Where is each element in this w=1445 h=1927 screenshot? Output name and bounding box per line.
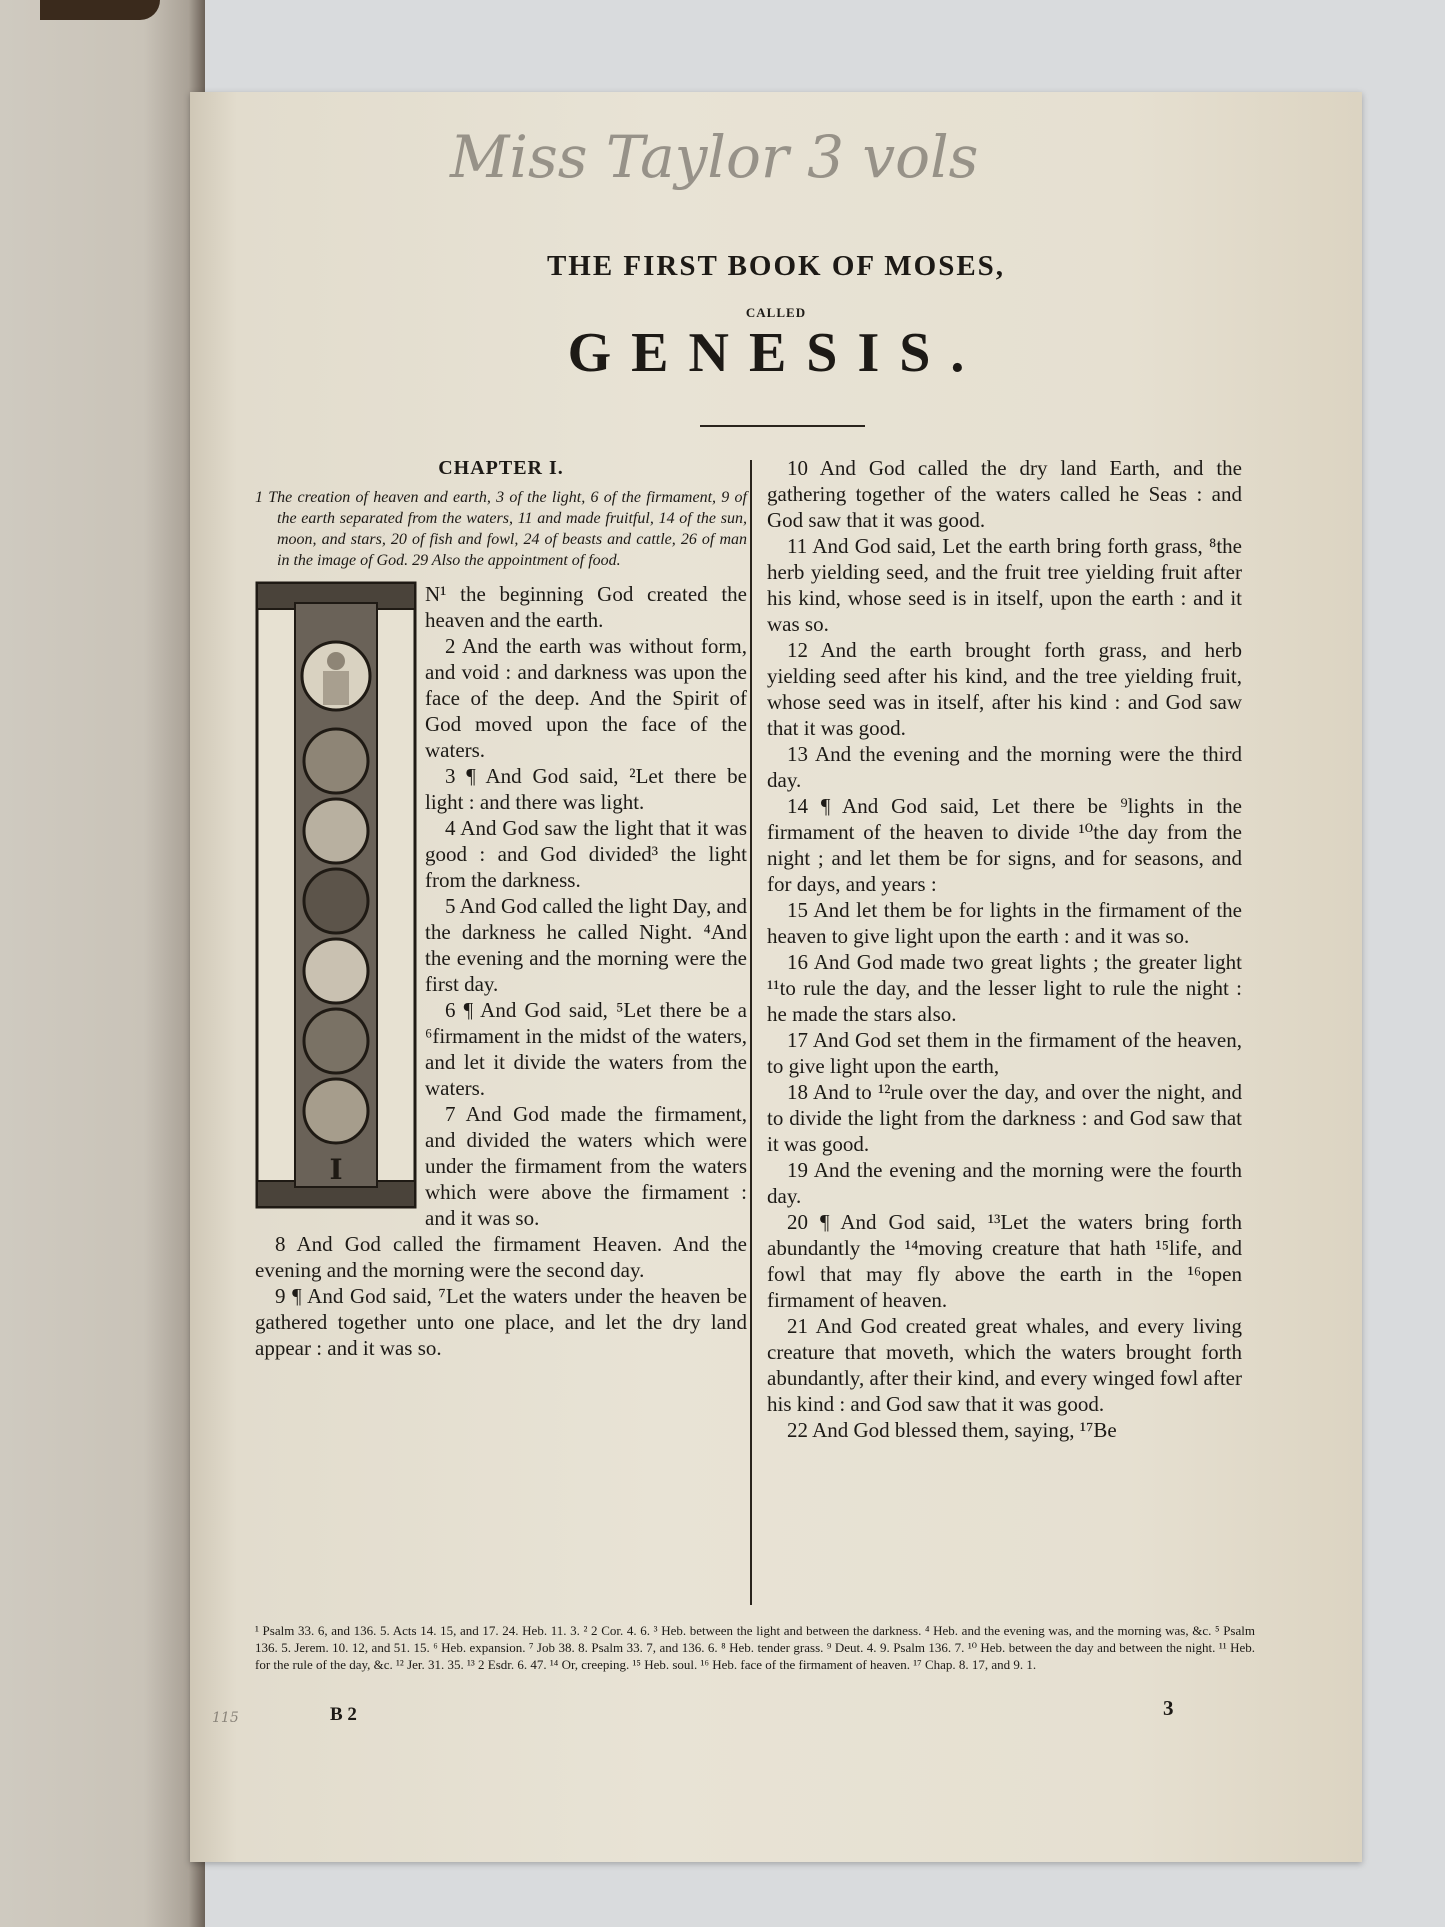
verse-1: N¹ the beginning God created the heaven and the earth.	[425, 582, 747, 632]
handwritten-note	[260, 102, 1220, 212]
verse-5: 5 And God called the light Day, and the darkness he called Night. ⁴And the evening and the morning were the first day.	[425, 894, 747, 996]
genesis-title: GENESIS.	[567, 322, 985, 384]
verse-10: 10 And God called the dry land Earth, and the gathering together of the waters called he Seas : and God saw that it was good.	[767, 456, 1242, 532]
verse-3: 3 ¶ And God said, ²Let there be light : and there was light.	[425, 764, 747, 814]
chapter-heading: CHAPTER I.	[438, 457, 564, 479]
column-rule	[750, 460, 752, 1605]
verse-6: 6 ¶ And God said, ⁵Let there be a ⁶firmament in the midst of the waters, and let it divide the waters from the waters.	[425, 998, 747, 1100]
verse-18: 18 And to ¹²rule over the day, and over the night, and to divide the light from the darkness : and God saw that it was good.	[767, 1080, 1242, 1156]
illuminated-initial	[255, 581, 417, 1209]
verse-9: 9 ¶ And God said, ⁷Let the waters under the heaven be gathered together unto one place, and let the dry land appear : and it was so.	[255, 1284, 747, 1360]
book-title: THE FIRST BOOK OF MOSES,	[546, 250, 1006, 282]
verse-4: 4 And God saw the light that it was good : and God divided³ the light from the darkness.	[425, 816, 747, 892]
verse-7: 7 And God made the firmament, and divided the waters which were under the firmament from the waters which were above the firmament : and it was so.	[425, 1102, 747, 1230]
verse-15: 15 And let them be for lights in the firmament of the heaven to give light upon the earth : and it was so.	[767, 898, 1242, 948]
verse-11: 11 And God said, Let the earth bring forth grass, ⁸the herb yielding seed, and the fruit tree yielding fruit after his kind, whose seed is in itself, upon the earth : and it was so.	[767, 534, 1242, 636]
chapter-summary: 1 The creation of heaven and earth, 3 of the light, 6 of the firmament, 9 of the earth separated from the waters, 11 and made fruitful, 14 of the sun, moon, and stars, 20 of fish and fowl, 24 of beasts and cattle, 26 of man in the image of God. 29 Also the appointment of food.	[255, 489, 747, 569]
pencil-mark	[210, 1705, 246, 1727]
left-column	[255, 455, 747, 1361]
verse-22: 22 And God blessed them, saying, ¹⁷Be	[787, 1418, 1117, 1442]
svg-text:Miss Taylor 3 vols: Miss Taylor 3 vols	[450, 123, 979, 191]
verse-19: 19 And the evening and the morning were the fourth day.	[767, 1158, 1242, 1208]
right-column	[767, 455, 1242, 1443]
title-block	[190, 250, 1362, 384]
signature-mark: B 2	[330, 1704, 357, 1725]
verse-13: 13 And the evening and the morning were the third day.	[767, 742, 1242, 792]
book-cover-left	[0, 0, 205, 1927]
title-rule	[700, 425, 865, 427]
verse-2: 2 And the earth was without form, and void : and darkness was upon the face of the deep. And the Spirit of God moved upon the face of the waters.	[425, 634, 747, 762]
page-number: 3	[1163, 1696, 1174, 1720]
verse-12: 12 And the earth brought forth grass, and herb yielding seed after his kind, and the tree yielding fruit, whose seed was in itself, after his kind : and God saw that it was good.	[767, 638, 1242, 740]
verse-21: 21 And God created great whales, and every living creature that moveth, which the waters brought forth abundantly, after their kind, and every winged fowl after his kind : and God saw that it was good.	[767, 1314, 1242, 1416]
verse-14: 14 ¶ And God said, Let there be ⁹lights in the firmament of the heaven to divide ¹⁰the day from the night ; and let them be for signs, and for seasons, and for days, and years :	[767, 794, 1242, 896]
called-label: CALLED	[745, 305, 807, 320]
footnotes: ¹ Psalm 33. 6, and 136. 5. Acts 14. 15, and 17. 24. Heb. 11. 3. ² 2 Cor. 4. 6. ³ Heb. between the light and between the darkness. ⁴ Heb. and the evening was, and the morning was, &c. ⁵ Psalm 136. 5. Jerem. 10. 12, and 51. 15. ⁶ Heb. expansion. ⁷ Job 38. 8. Psalm 33. 7, and 136. 6. ⁸ Heb. tender grass. ⁹ Deut. 4. 9. Psalm 136. 7. ¹⁰ Heb. between the day and between the night. ¹¹ Heb. for the rule of the day, &c. ¹² Jer. 31. 35. ¹³ 2 Esdr. 6. 47. ¹⁴ Or, creeping. ¹⁵ Heb. soul. ¹⁶ Heb. face of the firmament of heaven. ¹⁷ Chap. 8. 17, and 9. 1.	[255, 1623, 1255, 1672]
illuminated-initial-art	[255, 581, 417, 1209]
verse-8: 8 And God called the firmament Heaven. And the evening and the morning were the second day.	[255, 1232, 747, 1282]
verse-16: 16 And God made two great lights ; the greater light ¹¹to rule the day, and the lesser light to rule the night : he made the stars also.	[767, 950, 1242, 1026]
book-spine-top	[40, 0, 160, 20]
svg-text:115: 115	[212, 1710, 239, 1726]
verse-17: 17 And God set them in the firmament of the heaven, to give light upon the earth,	[767, 1028, 1242, 1078]
svg-text:I: I	[329, 1153, 343, 1186]
verse-20: 20 ¶ And God said, ¹³Let the waters bring forth abundantly the ¹⁴moving creature that hath ¹⁵life, and fowl that may fly above the earth in the ¹⁶open firmament of heaven.	[767, 1210, 1242, 1312]
